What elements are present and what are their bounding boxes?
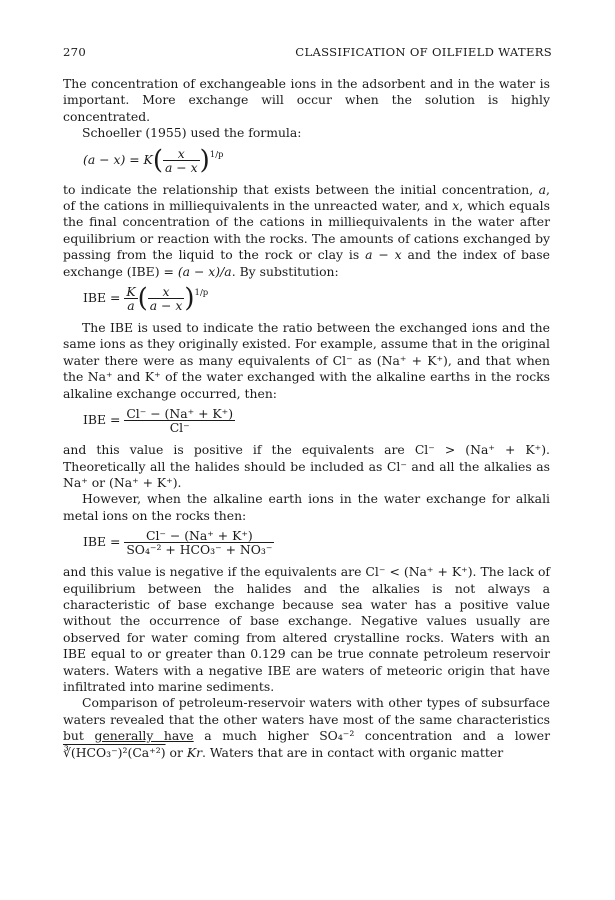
fraction: $\frac{K}{a}$ — [126, 284, 136, 314]
fraction: $\frac{Cl^- - (Na^+ + K^+)}{Cl^-}$ — [126, 406, 234, 436]
page-number: 270 — [63, 45, 87, 59]
fraction: $\frac{x}{a - x}$ — [149, 284, 183, 314]
formula-schoeller: (a − x) = K( $\frac{x}{a - x}$ )$^{1/p}$ — [83, 145, 224, 176]
fraction: $\frac{Cl^- - (Na^+ + K^+)}{\text{SO₄⁻² + HCO₃⁻ + NO₃⁻}}$ — [126, 528, 273, 558]
formula-ibe-substitution: IBE = $\frac{K}{a}$ ( $\frac{x}{a - x}$ )$^{1/p}$ — [83, 283, 209, 314]
paragraph-however: However, when the alkaline earth ions in the water exchange for alkali metal ions on the rocks then: — [63, 491, 550, 523]
formula-ibe-negative: IBE = $\frac{Cl^- - (Na^+ + K^+)}{\text{SO₄⁻² + HCO₃⁻ + NO₃⁻}}$ — [83, 528, 273, 558]
body-text — [63, 76, 550, 761]
running-title: CLASSIFICATION OF OILFIELD WATERS — [295, 45, 552, 59]
paragraph-relationship: to indicate the relationship that exists between the initial concentration, a, of the cations in milliequivalents in the unreacted water, and x, which equals the final concentration of the cations in milliequivalents in the water after equilibrium or reaction with the rocks. The amounts of cations exchanged by passing from the liquid to the rock or clay is a − x and the index of base exchange (IBE) = (a − x)/a. By substitution: — [63, 181, 550, 279]
fraction: $\frac{x}{a - x}$ — [164, 145, 198, 175]
formula-ibe-positive: IBE = $\frac{Cl^- - (Na^+ + K^+)}{Cl^-}$ — [83, 406, 234, 436]
paragraph-exchangeable-ions: The concentration of exchangeable ions in the adsorbent and in the water is important. More exchange will occur when the solution is highly concentrated. — [63, 76, 550, 124]
paragraph-comparison: Comparison of petroleum-reservoir waters with other types of subsurface waters revealed that the other waters have most of the same characteristics but generally have a much higher SO₄⁻² concentration and a lower ∛(HCO₃⁻)²(Ca⁺²) or Kr. Waters that are in contact with organic matter — [63, 695, 550, 760]
paragraph-ibe-ratio: The IBE is used to indicate the ratio between the exchanged ions and the same ions as they originally existed. For example, assume that in the original water there were as many equivalents of Cl⁻ as (Na⁺ + K⁺), and that when the Na⁺ and K⁺ of the water exchanged with the alkaline earths in the rocks alkaline exchange occurred, then: — [63, 320, 550, 401]
paragraph-schoeller: Schoeller (1955) used the formula: — [82, 125, 302, 141]
paragraph-negative-value: and this value is negative if the equivalents are Cl⁻ < (Na⁺ + K⁺). The lack of equilibrium between the halides and the alkalies is not always a characteristic of base exchange because sea water has a positive value without the occurrence of base exchange. Negative values usually are observed for water coming from altered crystalline rocks. Waters with an IBE equal to or greater than 0.129 can be true connate petroleum reservoir waters. Waters with a negative IBE are waters of meteoric origin that have infiltrated into marine sediments. — [63, 564, 550, 694]
paragraph-positive-value: and this value is positive if the equivalents are Cl⁻ > (Na⁺ + K⁺). Theoretically all the halides should be included as Cl⁻ and all the alkalies as Na⁺ or (Na⁺ + K⁺). — [63, 442, 550, 490]
